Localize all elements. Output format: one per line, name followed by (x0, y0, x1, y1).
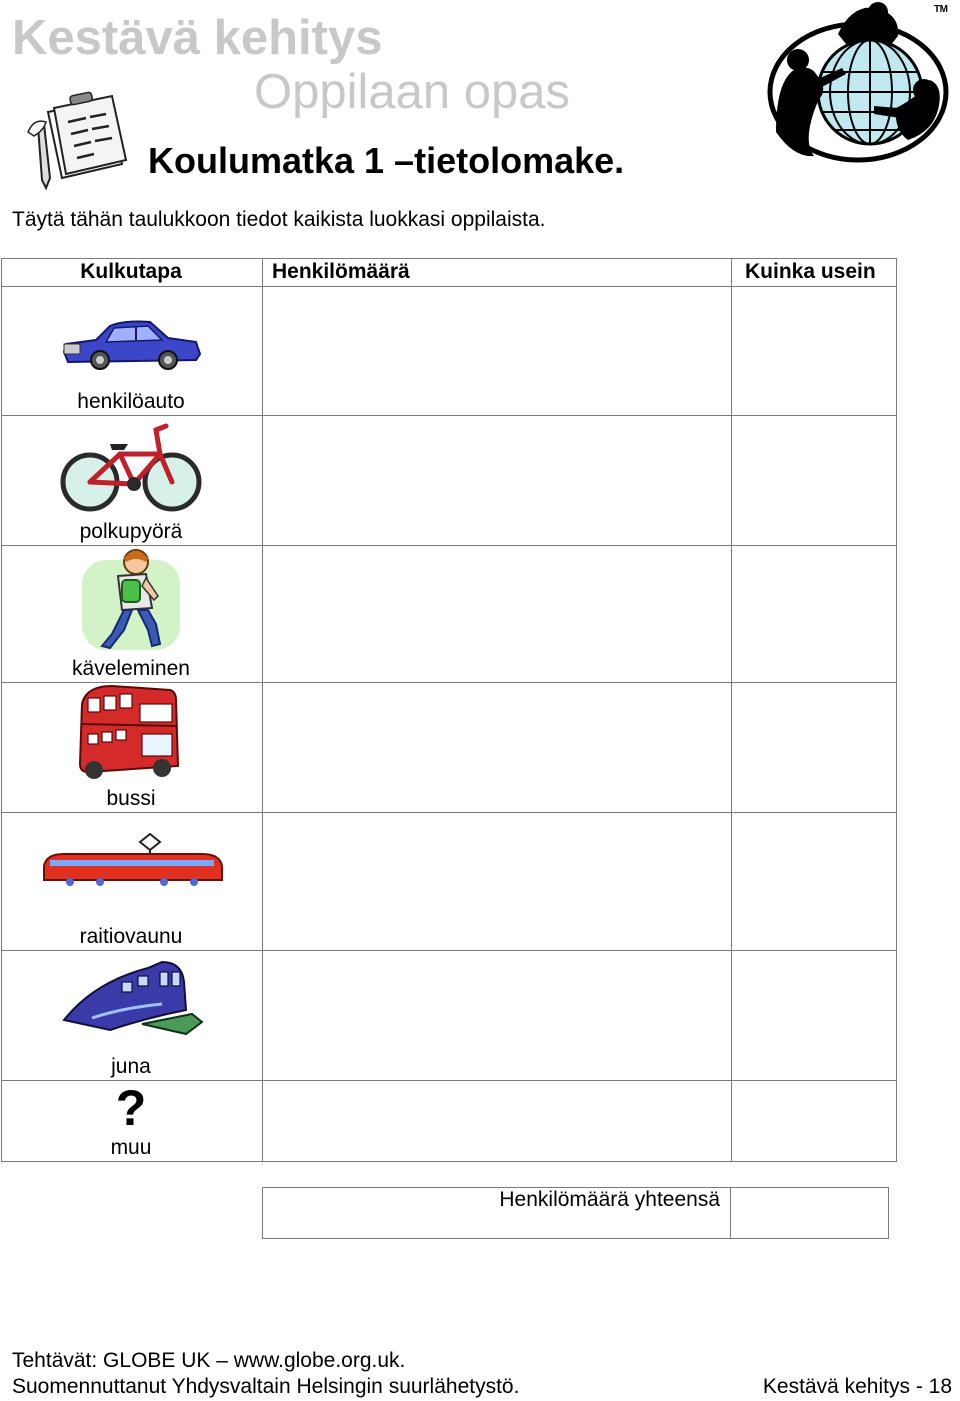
column-header-transport: Kulkutapa (80, 260, 182, 283)
instruction-text: Täytä tähän taulukkoon tiedot kaikista luokkasi oppilaista. (12, 208, 546, 231)
row-label-bicycle: polkupyörä (79, 520, 183, 543)
footer-credits: Tehtävät: GLOBE UK – www.globe.org.uk. (12, 1349, 406, 1372)
row-label-bus: bussi (106, 787, 156, 810)
row-label-other: muu (110, 1136, 152, 1159)
page-number: Kestävä kehitys - 18 (762, 1375, 952, 1398)
series-title: Kestävä kehitys (12, 11, 383, 65)
row-label-walking: käveleminen (72, 657, 190, 680)
column-header-frequency: Kuinka usein (745, 260, 876, 283)
row-label-car: henkilöauto (77, 390, 185, 413)
row-label-tram: raitiovaunu (79, 925, 183, 948)
clipboard-checklist-icon (26, 92, 130, 192)
walking-child-icon (78, 546, 184, 654)
trademark-mark: TM (934, 4, 948, 15)
tram-icon (40, 832, 224, 892)
page-heading: Koulumatka 1 –tietolomake. (148, 140, 625, 181)
train-icon (62, 958, 202, 1042)
car-icon (60, 320, 202, 370)
row-label-train: juna (111, 1055, 151, 1078)
total-count-label: Henkilömäärä yhteensä (499, 1188, 720, 1211)
guide-subtitle: Oppilaan opas (254, 65, 571, 119)
bicycle-icon (60, 422, 202, 514)
footer-translation: Suomennuttanut Yhdysvaltain Helsingin suurlähetystö. (12, 1375, 520, 1398)
question-mark-icon: ? (115, 1080, 147, 1136)
double-decker-bus-icon (74, 684, 182, 784)
column-header-count: Henkilömäärä (272, 260, 410, 283)
globe-logo-icon (764, 0, 954, 165)
